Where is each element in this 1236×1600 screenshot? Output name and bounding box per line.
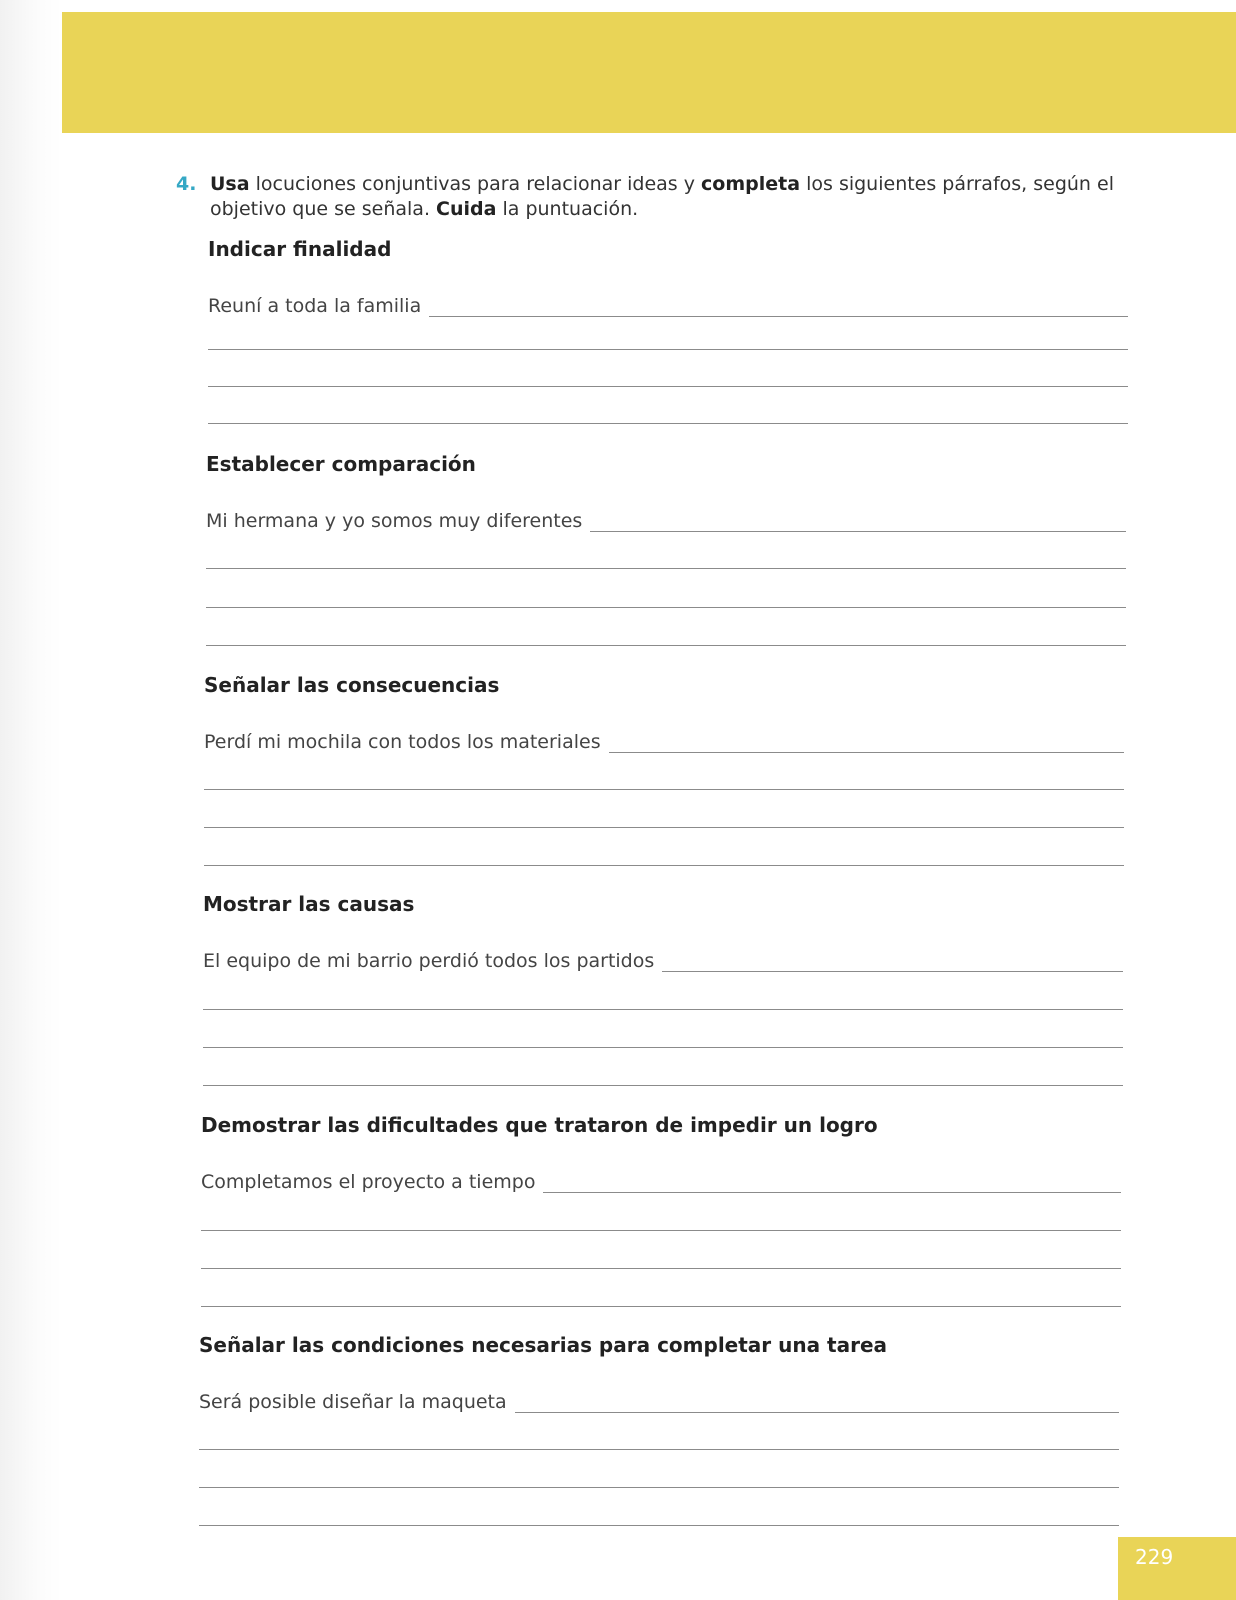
instruction-fragment: los siguientes párrafos, según el objetivo que se señala. xyxy=(210,173,1114,220)
answer-line[interactable] xyxy=(206,568,1126,569)
prompt-row xyxy=(203,942,1123,972)
prompt-row xyxy=(204,723,1124,753)
answer-line[interactable] xyxy=(206,645,1126,646)
answer-line[interactable] xyxy=(203,1085,1123,1086)
section-title: Establecer comparación xyxy=(206,452,476,476)
section-title: Indicar finalidad xyxy=(208,237,392,261)
answer-line[interactable] xyxy=(204,827,1124,828)
prompt-row xyxy=(201,1163,1121,1193)
exercise-number: 4. xyxy=(176,173,197,195)
prompt-text: El equipo de mi barrio perdió todos los partidos xyxy=(203,950,655,972)
answer-line[interactable] xyxy=(609,740,1124,753)
section-title: Señalar las consecuencias xyxy=(204,673,500,697)
instruction-text xyxy=(210,172,1130,222)
answer-line[interactable] xyxy=(543,1180,1121,1193)
answer-line[interactable] xyxy=(199,1487,1119,1488)
answer-line[interactable] xyxy=(515,1400,1119,1413)
answer-line[interactable] xyxy=(204,865,1124,866)
section-title: Mostrar las causas xyxy=(203,892,415,916)
instruction-fragment: la puntuación. xyxy=(496,198,639,220)
instruction-fragment: locuciones conjuntivas para relacionar ideas y xyxy=(249,173,702,195)
prompt-text: Será posible diseñar la maqueta xyxy=(199,1391,507,1413)
answer-line[interactable] xyxy=(204,789,1124,790)
answer-line[interactable] xyxy=(206,607,1126,608)
answer-line[interactable] xyxy=(429,304,1128,317)
answer-line[interactable] xyxy=(208,423,1128,424)
answer-line[interactable] xyxy=(201,1230,1121,1231)
prompt-text: Mi hermana y yo somos muy diferentes xyxy=(206,510,583,532)
answer-line[interactable] xyxy=(199,1449,1119,1450)
answer-line[interactable] xyxy=(203,1009,1123,1010)
answer-line[interactable] xyxy=(208,386,1128,387)
answer-line[interactable] xyxy=(590,519,1126,532)
prompt-row xyxy=(199,1383,1119,1413)
prompt-text: Completamos el proyecto a tiempo xyxy=(201,1171,536,1193)
page-number: 229 xyxy=(1118,1537,1236,1600)
prompt-row xyxy=(208,287,1128,317)
answer-line[interactable] xyxy=(201,1306,1121,1307)
answer-line[interactable] xyxy=(208,349,1128,350)
prompt-text: Perdí mi mochila con todos los materiales xyxy=(204,731,601,753)
prompt-text: Reuní a toda la familia xyxy=(208,295,422,317)
instruction-keyword-usa: Usa xyxy=(210,173,250,195)
answer-line[interactable] xyxy=(199,1525,1119,1526)
exercise-instruction xyxy=(176,172,1136,222)
answer-line[interactable] xyxy=(203,1047,1123,1048)
section-title: Demostrar las dificultades que trataron de impedir un logro xyxy=(201,1113,878,1137)
answer-line[interactable] xyxy=(662,959,1123,972)
section-title: Señalar las condiciones necesarias para completar una tarea xyxy=(199,1333,888,1357)
answer-line[interactable] xyxy=(201,1268,1121,1269)
prompt-row xyxy=(206,502,1126,532)
instruction-keyword-completa: completa xyxy=(701,173,801,195)
instruction-keyword-cuida: Cuida xyxy=(436,198,497,220)
